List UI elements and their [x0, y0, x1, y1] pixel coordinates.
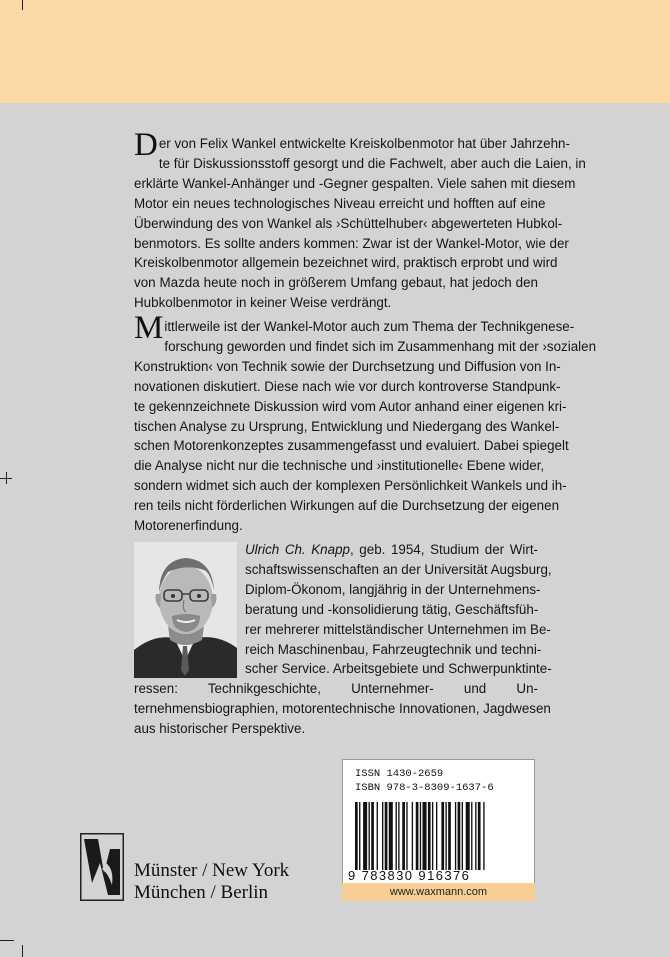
- blurb-paragraph-2: [134, 310, 597, 536]
- bio-line-first: [245, 540, 538, 560]
- barcode-stripe: [396, 802, 397, 870]
- text-line: schen Motorenkonzeptes zusammengefasst und evaluiert. Dabei spiegelt: [134, 438, 569, 454]
- text-line: Überwindung des von Wankel als ›Schüttelhuber‹ abgewerteten Hubkol-: [134, 215, 563, 231]
- author-bio: [134, 540, 552, 739]
- text-line: er von Felix Wankel entwickelte Kreiskolbenmotor hat über Jahrzehn-: [158, 136, 570, 151]
- text-line: forschung geworden und findet sich im Zusammenhang mit der ›sozialen: [164, 338, 597, 354]
- barcode-stripe: [377, 802, 378, 870]
- text-line: die Analyse nicht nur die technische und ›institutionelle‹ Ebene wider,: [134, 458, 545, 474]
- barcode-stripe: [455, 802, 456, 870]
- cover-color-band: [0, 0, 670, 103]
- bio-line: Diplom-Ökonom, langjährig in der Unternehmens-: [245, 581, 541, 597]
- text-line: te gekennzeichnete Diskussion wird vom Autor anhand einer eigenen kri-: [134, 398, 567, 414]
- barcode-stripe: [478, 802, 481, 870]
- text-line: Hubkolbenmotor in keiner Weise verdrängt.: [134, 295, 392, 311]
- text-line: ittlerweile ist der Wankel-Motor auch zum Thema der Technikgenese-: [164, 319, 575, 334]
- barcode-stripe: [355, 802, 358, 870]
- barcode-stripe: [369, 802, 370, 870]
- bio-line: schaftswissenschaften an der Universität Augsburg,: [245, 561, 552, 577]
- barcode-stripe: [371, 802, 374, 870]
- barcode-stripe: [445, 802, 446, 870]
- text-line: Motorenerfindung.: [134, 518, 243, 534]
- barcode-stripe: [428, 802, 431, 870]
- publisher-website: www.waxmann.com: [342, 883, 535, 901]
- crop-mark-top-left: [22, 0, 23, 10]
- barcode-stripe: [466, 802, 470, 870]
- barcode-stripe: [389, 802, 393, 870]
- text-line: erklärte Wankel-Anhänger und -Gegner gespalten. Viele sahen mit diesem: [134, 175, 576, 191]
- crop-mark-bottom-left-h: [0, 940, 14, 941]
- barcode-bars: [355, 802, 523, 870]
- publisher-logo: [80, 833, 124, 901]
- publisher-cities-line-2: München / Berlin: [134, 882, 269, 903]
- bio-line: rer mehrerer mittelständischer Unternehmen im Be-: [245, 621, 551, 637]
- issn-number: ISSN 1430-2659: [355, 768, 444, 780]
- text-line: Motor ein neues technologisches Niveau erreicht und hofften auf eine: [134, 195, 546, 211]
- barcode-stripe: [432, 802, 433, 870]
- barcode-stripe: [385, 802, 388, 870]
- text-line: te für Diskussionsstoff gesorgt und die Fachwelt, aber auch die Laien, in: [158, 155, 586, 171]
- text-line: sondern widmet sich auch der komplexen Persönlichkeit Wankels und ih-: [134, 478, 567, 494]
- barcode-stripe: [420, 802, 421, 870]
- barcode-stripe: [423, 802, 427, 870]
- bio-line: beratung und -konsolidierung tätig, Geschäftsfüh-: [245, 601, 539, 617]
- isbn-number: ISBN 978-3-8309-1637-6: [355, 782, 494, 794]
- barcode-stripe: [436, 802, 437, 870]
- barcode-stripe: [462, 802, 463, 870]
- barcode-stripe: [483, 802, 484, 870]
- bio-line: reich Maschinenbau, Fahrzeugtechnik und techni-: [245, 641, 542, 657]
- text-line: tischen Analyse zu Ursprung, Entwicklung und Niedergang des Wankel-: [134, 418, 560, 434]
- barcode-stripe: [359, 802, 360, 870]
- bio-line: ressen: Technikgeschichte, Unternehmer- und Un-: [134, 681, 538, 697]
- text-line: Konstruktion‹ von Technik sowie der Durchsetzung und Diffusion von In-: [134, 358, 561, 374]
- drop-cap: M: [134, 310, 164, 346]
- bio-line: aus historischer Perspektive.: [134, 721, 306, 737]
- barcode-stripe: [398, 802, 399, 870]
- barcode-stripe: [448, 802, 451, 870]
- barcode-stripe: [416, 802, 419, 870]
- barcode-block: [342, 759, 535, 901]
- text-line: novationen diskutiert. Diese nach wie vor durch kontroverse Standpunk-: [134, 378, 561, 394]
- text-line: benmotors. Es sollte anders kommen: Zwar ist der Wankel-Motor, wie der: [134, 235, 569, 251]
- barcode-digits: 9 783830 916376: [348, 868, 471, 883]
- bio-line: ternehmensbiographien, motorentechnische Innovationen, Jagdwesen: [134, 701, 551, 717]
- barcode-stripe: [475, 802, 476, 870]
- text-line: ren teils nicht förderlichen Wirkungen auf die Durchsetzung der eigenen: [134, 498, 560, 514]
- barcode-stripe: [441, 802, 444, 870]
- crop-mark-bottom-left: [22, 945, 23, 957]
- barcode-stripe: [382, 802, 383, 870]
- drop-cap: D: [134, 127, 158, 163]
- text-line: Kreiskolbenmotor allgemein bezeichnet wird, praktisch erprobt und wird: [134, 255, 558, 271]
- barcode-stripe: [402, 802, 405, 870]
- barcode-stripe: [406, 802, 407, 870]
- barcode-stripe: [412, 802, 413, 870]
- bio-line: scher Service. Arbeitsgebiete und Schwerpunktinte-: [245, 661, 552, 677]
- blurb-paragraph-1: [134, 127, 586, 313]
- bio-line-rest: , geb. 1954, Studium der Wirt-: [349, 542, 538, 557]
- barcode-stripe: [458, 802, 461, 870]
- barcode-stripe: [363, 802, 367, 870]
- author-name: Ulrich Ch. Knapp: [245, 542, 350, 557]
- text-line: von Mazda heute noch in größerem Umfang gebaut, hat jedoch den: [134, 275, 538, 291]
- barcode-stripe: [471, 802, 472, 870]
- crop-mark-left-tick: [6, 472, 7, 484]
- publisher-cities-line-1: Münster / New York: [134, 860, 290, 881]
